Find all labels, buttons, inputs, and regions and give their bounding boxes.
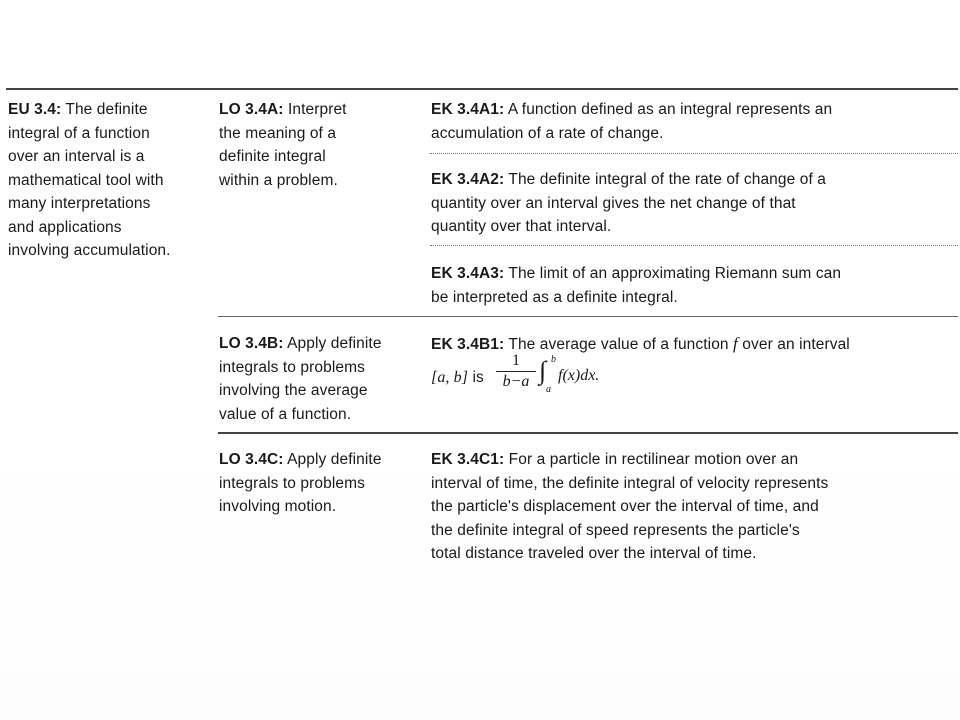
lo-3-4a-cell: LO 3.4A: Interpret the meaning of a definite integral within a problem.: [219, 101, 347, 189]
divider-before-lo-c: [218, 432, 958, 434]
divider-a1-a2: [430, 153, 958, 154]
ek-3-4a1-cell: EK 3.4A1: A function defined as an integral represents an accumulation of a rate of change.: [431, 101, 833, 142]
table-top-rule: [6, 88, 958, 90]
ek-3-4c1-cell: EK 3.4C1: For a particle in rectilinear motion over an interval of time, the definite integral of velocity represents the particle's displacement over the interval of time, and the definite integral of speed represents the particle's total distance traveled over the interval of time.: [431, 451, 829, 562]
eu-label: EU 3.4:: [8, 101, 62, 118]
eu-3-4-cell: EU 3.4: The definite integral of a function over an interval is a mathematical tool with many interpretations and applications involving accumulation.: [8, 101, 171, 259]
upper-limit: b: [551, 354, 556, 365]
integral-symbol: ∫: [539, 356, 547, 385]
integrand: f(x)dx.: [558, 367, 600, 384]
lower-limit: a: [546, 384, 551, 395]
ek-3-4b1-line2: [a, b] is: [431, 369, 484, 386]
fraction: 1 b−a: [496, 352, 536, 391]
divider-a2-a3: [430, 245, 958, 246]
ek-3-4a3-cell: EK 3.4A3: The limit of an approximating Riemann sum can be interpreted as a definite integral.: [431, 265, 842, 306]
ek-3-4a2-cell: EK 3.4A2: The definite integral of the rate of change of a quantity over an interval gives the net change of that quantity over that interval.: [431, 171, 826, 235]
lo-3-4c-cell: LO 3.4C: Apply definite integrals to problems involving motion.: [219, 451, 382, 515]
average-value-formula: [496, 352, 626, 402]
lo-3-4b-cell: LO 3.4B: Apply definite integrals to problems involving the average value of a function.: [219, 335, 382, 423]
divider-before-lo-b: [218, 316, 958, 317]
ek-3-4b1-cell: EK 3.4B1: The average value of a function f over an interval: [431, 334, 850, 353]
